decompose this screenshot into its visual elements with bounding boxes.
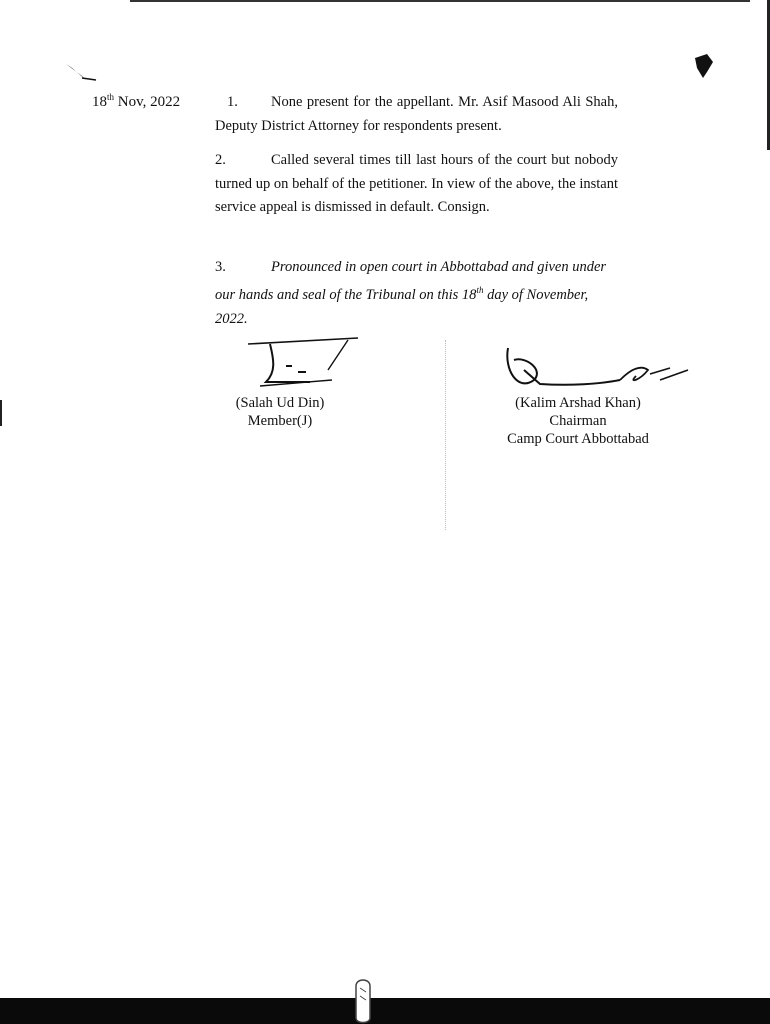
paragraph-text: Pronounced in open court in Abbottabad and given under our hands and seal of the Tribunal on this 18th day of November, 2022. — [215, 259, 607, 327]
paragraph-3 — [215, 256, 618, 331]
paragraph-number: 2. — [215, 152, 226, 168]
signatory-title: Member(J) — [247, 413, 313, 429]
scan-bottom-band — [0, 998, 770, 1024]
paragraph-2 — [215, 149, 618, 220]
scan-fold-line — [445, 340, 446, 530]
paragraph-text: None present for the appellant. Mr. Asif Masood Ali Shah, Deputy District Attorney for respondents present. — [215, 94, 618, 134]
paragraph-text: Called several times till last hours of the court but nobody turned up on behalf of the petitioner. In view of the above, the instant service appeal is dismissed in default. Consign. — [215, 152, 618, 215]
signatory-left — [200, 394, 360, 430]
signatory-name: (Kalim Arshad Khan) — [515, 395, 641, 411]
signatory-location: Camp Court Abbottabad — [507, 431, 649, 447]
ink-mark-left — [60, 58, 100, 88]
signatory-right — [478, 394, 678, 448]
order-date: 18th Nov, 2022 — [92, 92, 181, 110]
ink-mark-right — [693, 52, 717, 82]
paragraph-1 — [215, 91, 618, 138]
binder-clip — [352, 978, 374, 1024]
paragraph-number: 3. — [215, 259, 226, 275]
signatory-name: (Salah Ud Din) — [235, 395, 325, 411]
paragraph-number: 1. — [227, 94, 238, 110]
signatory-title: Chairman — [549, 413, 607, 429]
scan-left-mark — [0, 400, 2, 426]
signature-left — [240, 330, 370, 390]
signature-right — [500, 340, 695, 402]
scan-top-edge — [130, 0, 750, 2]
